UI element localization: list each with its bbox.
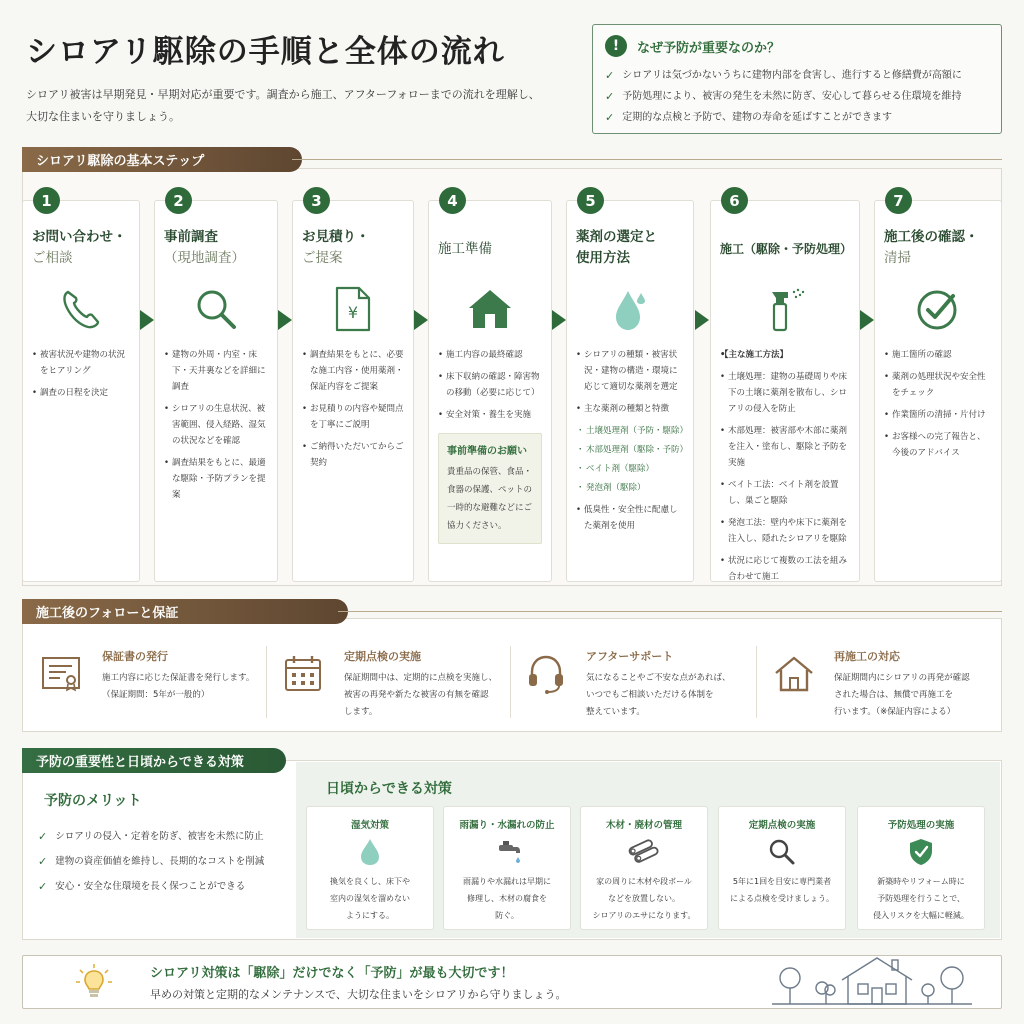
step-list: [32, 347, 130, 401]
step-number: 5: [577, 187, 604, 214]
step-number: 7: [885, 187, 912, 214]
step-card-5: [566, 191, 694, 582]
check-icon: ✓: [605, 69, 615, 82]
daily-card-title: 予防処理の実施: [887, 820, 955, 831]
follow-title: アフターサポート: [586, 650, 674, 663]
check-icon: ✓: [605, 90, 615, 103]
list-item: • お客様への完了報告と、今後のアドバイス: [884, 429, 992, 461]
section-banner-prevention: 予防の重要性と日頃からできる対策: [22, 748, 286, 773]
merit-list: [38, 824, 264, 899]
lightbulb-icon: [74, 962, 114, 1006]
house-outline-icon: [772, 652, 816, 696]
lead-line: 大切な住まいを守りましょう。: [26, 110, 180, 123]
list-item: • 土壌処理：建物の基礎周りや床下の土壌に薬剤を散布し、シロアリの侵入を防止: [720, 369, 850, 417]
list-item: ✓ 予防処理により、被害の発生を未然に防ぎ、安心して暮らせる住環境を維持: [605, 86, 989, 107]
page-title: シロアリ駆除の手順と全体の流れ: [26, 34, 505, 70]
step-title: 事前調査 （現地調査）: [164, 229, 245, 266]
daily-card-text: 雨漏りや水漏れは早期に 修理し、木材の腐食を 防ぐ。: [463, 877, 551, 920]
follow-text: 保証期間内にシロアリの再発が確認 された場合は、無償で再施工を 行います。（※保証内容による）: [834, 673, 970, 717]
list-item: • 木部処理：被害部や木部に薬剤を注入・塗布し、駆除と予防を実施: [720, 423, 850, 471]
arrow-right-icon: [860, 310, 874, 330]
step-title: 施工（駆除・予防処理）: [720, 241, 853, 256]
list-item: • 調査の日程を決定: [32, 385, 130, 401]
daily-card-text: 新築時やリフォーム時に 予防処理を行うことで、 侵入リスクを大幅に軽減。: [873, 877, 969, 920]
arrow-right-icon: [414, 310, 428, 330]
list-item: ・ 発泡剤（駆除）: [576, 480, 684, 496]
list-item: • 被害状況や建物の状況をヒアリング: [32, 347, 130, 379]
daily-card-treatment: [857, 806, 985, 930]
why-prevention-box: [592, 24, 1002, 134]
spray-bottle-icon: [720, 271, 850, 347]
wood-logs-icon: [581, 831, 707, 873]
follow-item-reapply: [772, 640, 996, 720]
why-title: なぜ予防が重要なのか？: [637, 40, 781, 56]
list-item: • お見積りの内容や疑問点を丁寧にご説明: [302, 401, 404, 433]
daily-card-humidity: [306, 806, 434, 930]
list-item: ・ 土壌処理剤（予防・駆除）: [576, 423, 684, 439]
list-item: • ベイト工法：ベイト剤を設置し、巣ごと駆除: [720, 477, 850, 509]
list-item: • 調査結果をもとに、必要な施工内容・使用薬剤・保証内容をご提案: [302, 347, 404, 395]
merit-title: 予防のメリット: [44, 793, 142, 809]
bottom-sub-message: 早めの対策と定期的なメンテナンスで、大切な住まいをシロアリから守りましょう。: [150, 988, 567, 1001]
list-item: • 主な薬剤の種類と特徴: [576, 401, 684, 417]
list-item: • ご納得いただいてからご契約: [302, 439, 404, 471]
list-header: • 【主な施工方法】: [720, 347, 850, 363]
step-title: お問い合わせ・ ご相談: [32, 229, 127, 266]
daily-card-text: 家の周りに木材や段ボール などを放置しない。 シロアリのエサになります。: [592, 877, 696, 920]
list-item: • シロアリの種類・被害状況・建物の構造・環境に応じて適切な薬剤を選定: [576, 347, 684, 395]
follow-item-support: [524, 640, 748, 720]
follow-title: 再施工の対応: [834, 650, 900, 663]
step-card-4: [428, 191, 552, 582]
step-number: 1: [33, 187, 60, 214]
arrow-right-icon: [552, 310, 566, 330]
page-lead: [26, 84, 576, 128]
step-number: 6: [721, 187, 748, 214]
section-banner-follow: 施工後のフォローと保証: [22, 599, 348, 624]
list-item: ✓ シロアリの侵入・定着を防ぎ、被害を未然に防止: [38, 824, 264, 849]
step-card-1: [22, 191, 140, 582]
lead-line: シロアリ被害は早期発見・早期対応が重要です。調査から施工、アフターフォローまでの流れを理解し、: [26, 88, 540, 101]
list-item: ✓ シロアリは気づかないうちに建物内部を食害し、進行すると修繕費が高額に: [605, 65, 989, 86]
check-icon: ✓: [38, 830, 48, 843]
list-item: • 薬剤の処理状況や安全性をチェック: [884, 369, 992, 401]
daily-card-wood: [580, 806, 708, 930]
list-item: • シロアリの生息状況、被害範囲、侵入経路、湿気の状況などを確認: [164, 401, 268, 449]
yen-document-icon: [302, 271, 404, 347]
daily-card-leak: [443, 806, 571, 930]
calendar-icon: [282, 652, 326, 696]
phone-icon: [32, 271, 130, 347]
follow-title: 定期点検の実施: [344, 650, 421, 663]
list-item: ✓ 建物の資産価値を維持し、長期的なコストを削減: [38, 849, 264, 874]
bottom-main-message: シロアリ対策は「駆除」だけでなく「予防」が最も大切です！: [150, 966, 514, 981]
list-item: • 作業箇所の清掃・片付け: [884, 407, 992, 423]
daily-card-title: 湿気対策: [350, 820, 389, 831]
list-item: ・ 木部処理剤（駆除・予防）: [576, 442, 684, 458]
step-card-2: [154, 191, 278, 582]
follow-text: 保証期間中は、定期的に点検を実施し、 被害の再発や新たな被害の有無を確認 します。: [344, 673, 498, 717]
step-list: [884, 347, 992, 461]
step-title: 薬剤の選定と 使用方法: [576, 229, 657, 266]
step-card-3: [292, 191, 414, 582]
step-list: [164, 347, 268, 503]
list-item: • 調査結果をもとに、最適な駆除・予防プランを提案: [164, 455, 268, 503]
step-title: お見積り・ ご提案: [302, 229, 370, 266]
prep-note-box: [438, 433, 542, 544]
list-item: • 安全対策・養生を実施: [438, 407, 542, 423]
daily-card-text: 換気を良くし、床下や 室内の湿気を溜めない ようにする。: [330, 877, 410, 920]
check-circle-icon: [884, 271, 992, 347]
check-icon: ✓: [38, 855, 48, 868]
headset-icon: [524, 652, 568, 696]
follow-title: 保証書の発行: [102, 650, 168, 663]
prep-note-text: 貴重品の保管、食品・食器の保護、ペットの一時的な避難などにご協力ください。: [447, 467, 533, 531]
step-number: 3: [303, 187, 330, 214]
step-list: [302, 347, 404, 471]
certificate-icon: [40, 652, 84, 696]
arrow-right-icon: [695, 310, 709, 330]
list-item: • 低臭性・安全性に配慮した薬剤を使用: [576, 502, 684, 534]
why-list: [605, 65, 989, 128]
prep-note-title: 事前準備のお願い: [447, 446, 527, 457]
list-item: • 施工内容の最終確認: [438, 347, 542, 363]
check-icon: ✓: [605, 111, 615, 124]
arrow-right-icon: [140, 310, 154, 330]
follow-text: 気になることやご不安な点があれば、 いつでもご相談いただける体制を 整えています。: [586, 673, 731, 717]
step-list: [438, 347, 542, 423]
list-item: ✓ 定期的な点検と予防で、建物の寿命を延ばすことができます: [605, 107, 989, 128]
step-card-7: [874, 191, 1002, 582]
section-banner-steps: シロアリ駆除の基本ステップ: [22, 147, 302, 172]
step-card-6: [710, 191, 860, 582]
list-item: • 床下収納の確認・障害物の移動（必要に応じて）: [438, 369, 542, 401]
list-item: ・ ベイト剤（駆除）: [576, 461, 684, 477]
list-item: • 建物の外周・内室・床下・天井裏などを詳細に調査: [164, 347, 268, 395]
list-item: • 施工箇所の確認: [884, 347, 992, 363]
list-item: • 状況に応じて複数の工法を組み合わせて施工: [720, 553, 850, 585]
daily-card-inspection: [718, 806, 846, 930]
daily-title: 日頃からできる対策: [326, 781, 452, 797]
follow-item-warranty: [40, 640, 260, 720]
exclamation-icon: !: [605, 35, 627, 57]
house-icon: [438, 271, 542, 347]
daily-card-text: 5年に1回を目安に専門業者 による点検を受けましょう。: [730, 877, 834, 903]
follow-item-inspection: [282, 640, 504, 720]
step-number: 4: [439, 187, 466, 214]
follow-text: 施工内容に応じた保証書を発行します。 （保証期間：5年が一般的）: [102, 673, 255, 700]
magnifier-icon: [164, 271, 268, 347]
step-title: 施工準備: [438, 240, 492, 257]
step-list: [720, 347, 850, 585]
droplet-icon: [576, 271, 684, 347]
shield-check-icon: [858, 831, 984, 873]
daily-card-title: 定期点検の実施: [748, 820, 816, 831]
water-drop-icon: [307, 831, 433, 873]
check-icon: ✓: [38, 880, 48, 893]
step-number: 2: [165, 187, 192, 214]
svg-text:¥: ¥: [347, 303, 359, 322]
daily-card-title: 木材・廃材の管理: [605, 820, 682, 831]
magnifier-icon: [719, 831, 845, 873]
faucet-icon: [444, 831, 570, 873]
list-item: • 発泡工法：壁内や床下に薬剤を注入し、隠れたシロアリを駆除: [720, 515, 850, 547]
daily-card-title: 雨漏り・水漏れの防止: [459, 820, 555, 831]
house-trees-illustration: [772, 950, 972, 1012]
step-title: 施工後の確認・ 清掃: [884, 229, 979, 266]
arrow-right-icon: [278, 310, 292, 330]
list-item: ✓ 安心・安全な住環境を長く保つことができる: [38, 874, 264, 899]
step-list: [576, 347, 689, 534]
